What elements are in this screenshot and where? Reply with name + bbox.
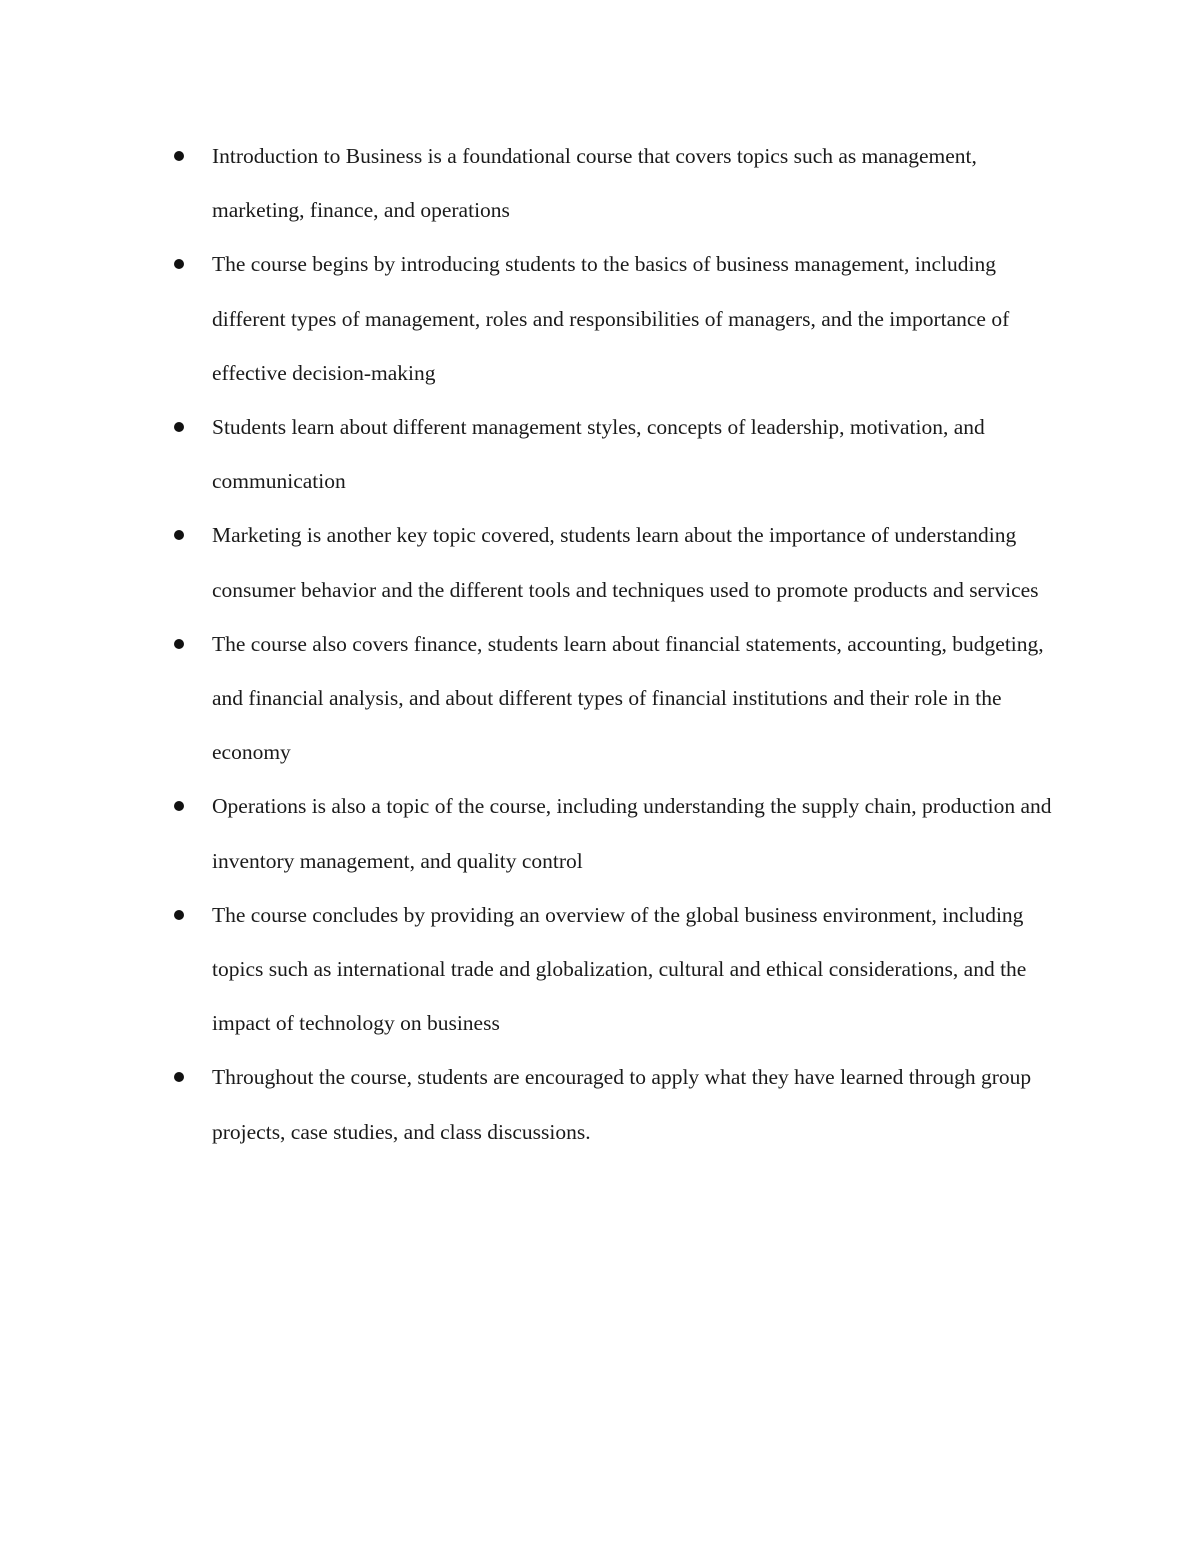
bullet-list: [212, 129, 1072, 1159]
bullet-icon: [174, 639, 184, 649]
bullet-icon: [174, 422, 184, 432]
bullet-text: Students learn about different management styles, concepts of leadership, motivation, and communication: [212, 415, 985, 494]
list-item: [212, 237, 1072, 400]
bullet-text: Introduction to Business is a foundational course that covers topics such as management, marketing, finance, and operations: [212, 144, 977, 223]
list-item: [212, 508, 1072, 616]
list-item: [212, 888, 1072, 1051]
bullet-text: The course concludes by providing an overview of the global business environment, including topics such as international trade and globalization, cultural and ethical considerations, and the impact of technology on business: [212, 902, 1027, 1036]
bullet-text: The course also covers finance, students learn about financial statements, accounting, budgeting, and financial analysis, and about different types of financial institutions and their role in the economy: [212, 631, 1044, 765]
list-item: [212, 617, 1072, 780]
bullet-icon: [174, 910, 184, 920]
bullet-text: Operations is also a topic of the course, including understanding the supply chain, production and inventory management, and quality control: [212, 794, 1052, 873]
bullet-icon: [174, 801, 184, 811]
list-item: [212, 129, 1072, 237]
bullet-text: Throughout the course, students are encouraged to apply what they have learned through group projects, case studies, and class discussions.: [212, 1065, 1032, 1144]
bullet-icon: [174, 1072, 184, 1082]
list-item: [212, 1050, 1072, 1158]
list-item: [212, 400, 1072, 508]
list-item: [212, 779, 1072, 887]
bullet-text: Marketing is another key topic covered, students learn about the importance of understanding consumer behavior and the different tools and techniques used to promote products and services: [212, 523, 1039, 602]
bullet-icon: [174, 530, 184, 540]
bullet-icon: [174, 151, 184, 161]
bullet-icon: [174, 259, 184, 269]
bullet-text: The course begins by introducing students to the basics of business management, including different types of management, roles and responsibilities of managers, and the importance of effective decision-making: [212, 252, 1010, 385]
